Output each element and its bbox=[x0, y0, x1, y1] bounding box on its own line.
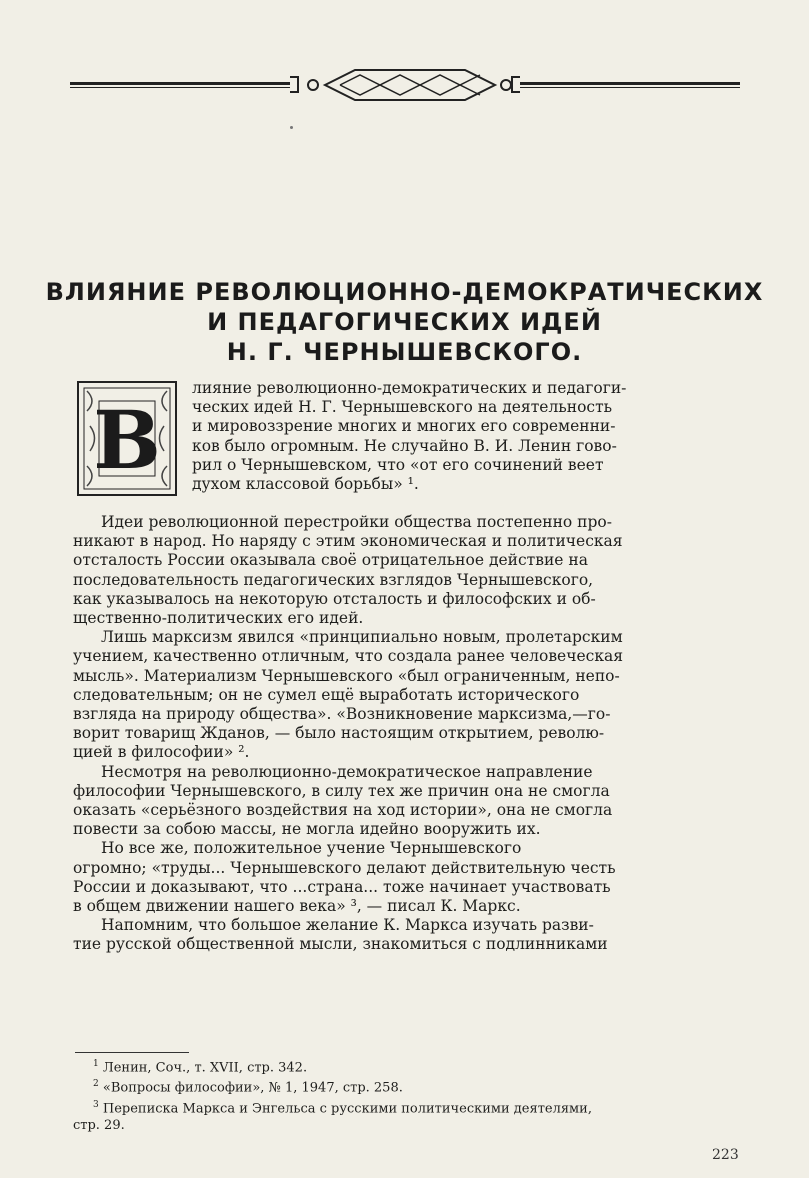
lead-line: ческих идей Н. Г. Чернышевского на деятельность bbox=[192, 398, 613, 417]
lead-line: ков было огромным. Не случайно В. И. Ленин гово- bbox=[192, 436, 617, 455]
body-text bbox=[73, 513, 749, 955]
lead-line: рил о Чернышевском, что «от его сочинений веет bbox=[192, 455, 604, 474]
footnote-mark: 2 bbox=[93, 1079, 99, 1090]
lead-line: духом классовой борьбы» ¹. bbox=[192, 475, 419, 494]
article-title bbox=[40, 277, 769, 367]
body-line: последовательность педагогических взглядов Чернышевского, bbox=[73, 570, 594, 589]
lead-paragraph bbox=[192, 379, 749, 494]
footnote-continuation: стр. 29. bbox=[73, 1117, 125, 1133]
body-line: Лишь марксизм явился «принципиально новым, пролетарским bbox=[101, 628, 623, 647]
body-line: ворит товарищ Жданов, — было настоящим открытием, револю- bbox=[73, 724, 605, 743]
body-line: следовательным; он не сумел ещё выработать исторического bbox=[73, 685, 580, 704]
body-line: отсталость России оказывала своё отрицательное действие на bbox=[73, 551, 588, 570]
lead-line: и мировоззрение многих и многих его современни- bbox=[192, 417, 616, 436]
footnotes bbox=[73, 1056, 749, 1134]
title-line-2: И ПЕДАГОГИЧЕСКИХ ИДЕЙ bbox=[207, 308, 602, 336]
footnote-mark: 1 bbox=[93, 1059, 99, 1069]
body-line: как указывалось на некоторую отсталость и философских и об- bbox=[73, 589, 596, 608]
body-line: цией в философии» ². bbox=[73, 743, 250, 762]
body-line: оказать «серьёзного воздействия на ход истории», она не смогла bbox=[73, 801, 613, 820]
footnote-rule bbox=[75, 1052, 189, 1053]
footnote-mark: 3 bbox=[93, 1099, 99, 1110]
body-line: Идеи революционной перестройки общества постепенно про- bbox=[101, 513, 612, 531]
page-number: 223 bbox=[712, 1147, 739, 1163]
body-line: в общем движении нашего века» ³, — писал К. Маркс. bbox=[73, 897, 521, 916]
body-line: учением, качественно отличным, что создала ранее человеческая bbox=[73, 647, 624, 666]
footnote bbox=[73, 1056, 749, 1076]
body-line: философии Чернышевского, в силу тех же причин она не смогла bbox=[73, 781, 610, 800]
body-line: тие русской общественной мысли, знакомиться с подлинниками bbox=[73, 935, 608, 954]
title-line-3: Н. Г. ЧЕРНЫШЕВСКОГО. bbox=[226, 338, 583, 366]
header-ornament bbox=[70, 60, 740, 110]
body-line: мысль». Материализм Чернышевского «был ограниченным, непо- bbox=[73, 666, 620, 685]
body-line: взгляда на природу общества». «Возникновение марксизма,—го- bbox=[73, 705, 611, 724]
decorative-initial bbox=[77, 381, 177, 496]
body-line: огромно; «труды... Чернышевского делают действительную честь bbox=[73, 858, 616, 877]
body-line: России и доказывают, что ...страна... тоже начинает участвовать bbox=[73, 877, 611, 896]
title-line-1: ВЛИЯНИЕ РЕВОЛЮЦИОННО-ДЕМОКРАТИЧЕСКИХ bbox=[45, 278, 764, 306]
footnote bbox=[73, 1097, 749, 1117]
dropcap-letter: В bbox=[93, 393, 161, 487]
body-line: Но все же, положительное учение Чернышевского bbox=[101, 839, 522, 858]
footnote-text: «Вопросы философии», № 1, 1947, стр. 258. bbox=[102, 1080, 403, 1096]
footnote-text: Переписка Маркса и Энгельса с русскими политическими деятелями, bbox=[102, 1100, 592, 1116]
body-line: щественно-политических его идей. bbox=[73, 609, 364, 628]
body-line: никают в народ. Но наряду с этим экономическая и политическая bbox=[73, 532, 623, 551]
ink-speck bbox=[290, 126, 293, 129]
lead-line: лияние революционно-демократических и педагоги- bbox=[192, 379, 627, 397]
footnote-text: Ленин, Соч., т. XVII, стр. 342. bbox=[102, 1060, 308, 1076]
body-line: Несмотря на революционно-демократическое направление bbox=[101, 762, 593, 781]
footnote bbox=[73, 1076, 749, 1096]
body-line: повести за собою массы, не могла идейно вооружить их. bbox=[73, 820, 541, 839]
body-line: Напомним, что большое желание К. Маркса изучать разви- bbox=[101, 916, 594, 935]
